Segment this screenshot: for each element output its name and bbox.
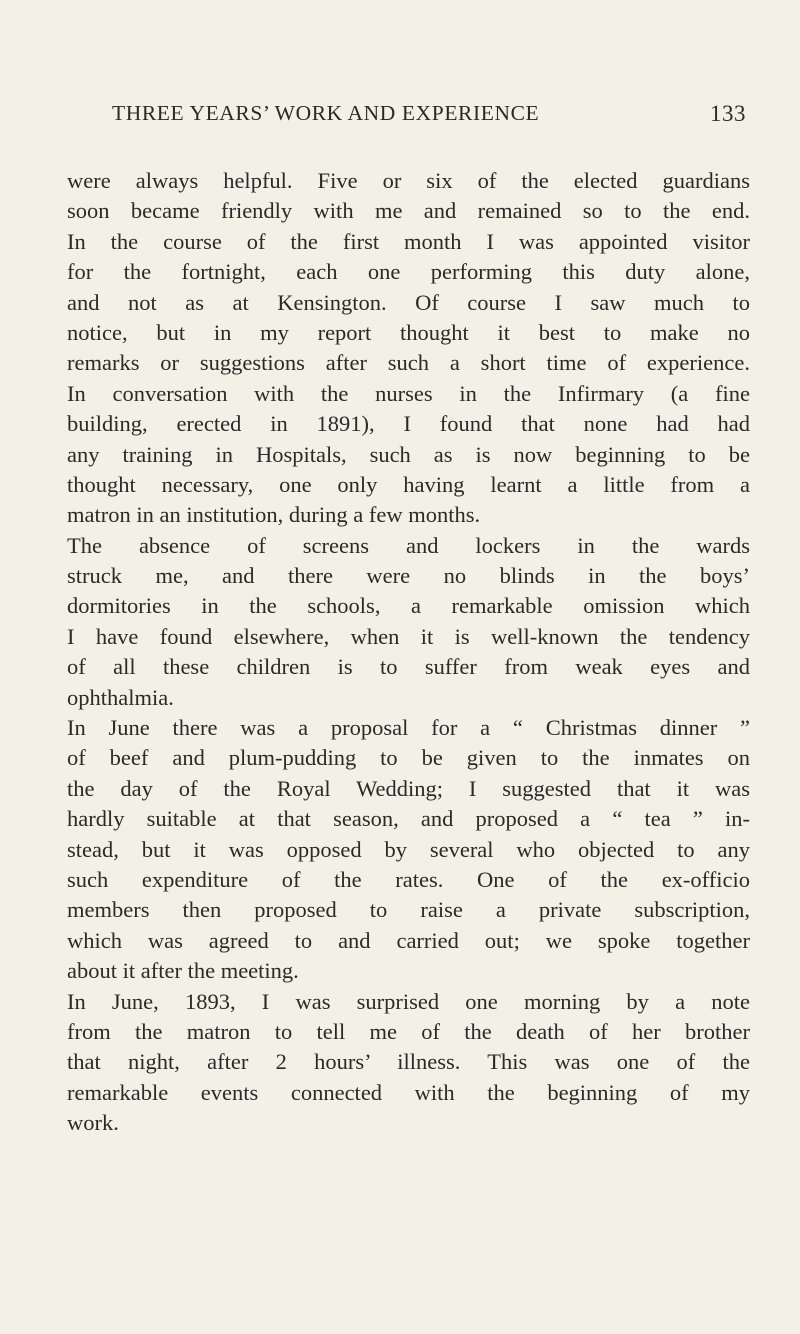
text-line: remarks or suggestions after such a short time of experience. bbox=[67, 350, 750, 376]
text-line: thought necessary, one only having learnt a little from a bbox=[67, 471, 750, 497]
text-line: The absence of screens and lockers in the wards bbox=[67, 532, 750, 558]
text-line: work. bbox=[67, 1110, 119, 1136]
text-line: stead, but it was opposed by several who objected to any bbox=[67, 836, 750, 862]
text-line: notice, but in my report thought it best to make no bbox=[67, 319, 750, 345]
text-line: In June there was a proposal for a “ Christmas dinner ” bbox=[67, 715, 750, 741]
text-line: of all these children is to suffer from weak eyes and bbox=[67, 654, 750, 680]
text-line: that night, after 2 hours’ illness. This was one of the bbox=[67, 1049, 750, 1075]
text-line: were always helpful. Five or six of the elected guardians bbox=[67, 168, 750, 193]
text-line: and not as at Kensington. Of course I saw much to bbox=[67, 289, 750, 315]
page-number: 133 bbox=[710, 101, 746, 126]
text-line: dormitories in the schools, a remarkable omission which bbox=[67, 593, 750, 619]
text-line: building, erected in 1891), I found that none had had bbox=[67, 411, 750, 437]
text-line: In conversation with the nurses in the Infirmary (a fine bbox=[67, 380, 750, 406]
text-line: ophthalmia. bbox=[67, 684, 174, 710]
text-line: about it after the meeting. bbox=[67, 958, 299, 984]
text-line: the day of the Royal Wedding; I suggested that it was bbox=[67, 775, 750, 801]
text-line: I have found elsewhere, when it is well-known the tendency bbox=[67, 623, 750, 649]
text-line: of beef and plum-pudding to be given to the inmates on bbox=[67, 745, 750, 771]
text-line: for the fortnight, each one performing this duty alone, bbox=[67, 259, 750, 285]
body-text bbox=[67, 166, 750, 1139]
text-line: remarkable events connected with the beginning of my bbox=[67, 1079, 750, 1105]
text-line: In the course of the first month I was appointed visitor bbox=[67, 228, 750, 254]
text-line: matron in an institution, during a few months. bbox=[67, 502, 481, 528]
running-head bbox=[112, 101, 746, 141]
text-line: from the matron to tell me of the death of her brother bbox=[67, 1018, 750, 1044]
running-title: THREE YEARS’ WORK AND EXPERIENCE bbox=[112, 101, 540, 125]
text-line: which was agreed to and carried out; we spoke together bbox=[67, 927, 750, 953]
text-line: such expenditure of the rates. One of the ex-officio bbox=[67, 866, 750, 892]
text-line: hardly suitable at that season, and proposed a “ tea ” in- bbox=[67, 806, 750, 832]
text-line: soon became friendly with me and remained so to the end. bbox=[67, 198, 750, 224]
text-line: struck me, and there were no blinds in the boys’ bbox=[67, 563, 750, 589]
text-line: members then proposed to raise a private subscription, bbox=[67, 897, 750, 923]
text-line: In June, 1893, I was surprised one morning by a note bbox=[67, 988, 750, 1014]
text-line: any training in Hospitals, such as is now beginning to be bbox=[67, 441, 750, 467]
